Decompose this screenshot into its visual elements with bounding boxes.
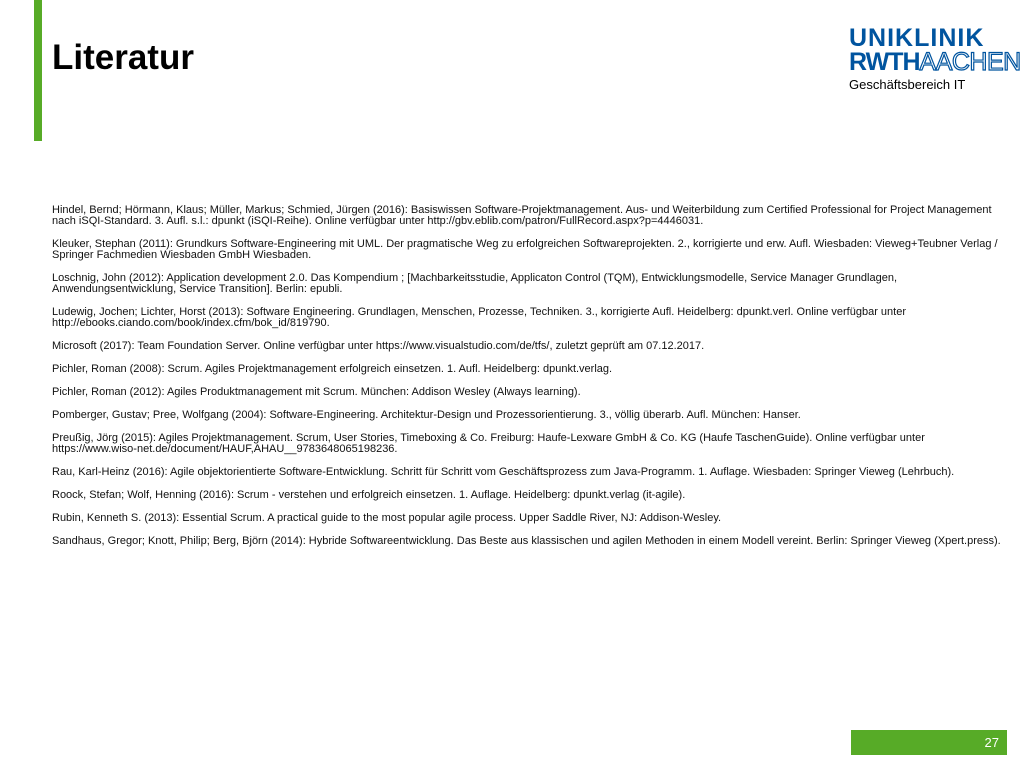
reference-item: Pichler, Roman (2012): Agiles Produktmanagement mit Scrum. München: Addison Wesley (Always learning). [52,386,581,398]
page-number-box [851,730,1007,755]
logo-line-rwth-aachen [849,50,1021,78]
logo-rwth-text: RWTH [849,48,920,76]
reference-item: Rau, Karl-Heinz (2016): Agile objektorientierte Software-Entwicklung. Schritt für Schritt vom Geschäftsprozess zum Java-Programm. 1. Auflage. Wiesbaden: Springer Vieweg (Lehrbuch). [52,466,955,478]
logo-subline: Geschäftsbereich IT [849,77,966,92]
reference-item: Rubin, Kenneth S. (2013): Essential Scrum. A practical guide to the most popular agile process. Upper Saddle River, NJ: Addison-Wesley. [52,512,722,524]
slide-title: Literatur [52,38,194,77]
reference-item: Hindel, Bernd; Hörmann, Klaus; Müller, Markus; Schmied, Jürgen (2016): Basiswissen Software-Projektmanagement. Aus- und Weiterbildung zum Certified Professional for Project Management nach iSQI-Standard. 3. Aufl. s.l.: dpunkt (iSQI-Reihe). Online verfügbar unter http://gbv.eblib.com/patron/FullRecord.aspx?p=4446031. [52,204,992,227]
reference-item: Loschnig, John (2012): Application development 2.0. Das Kompendium ; [Machbarkeitsstudie, Applicaton Control (TQM), Entwicklungsmodelle, Service Manager Grundlagen, Anwendungsentwicklung, Service Transition]. Berlin: epubli. [52,272,897,295]
reference-item: Kleuker, Stephan (2011): Grundkurs Software-Engineering mit UML. Der pragmatische Weg zu erfolgreichen Softwareprojekten. 2., korrigierte und erw. Aufl. Wiesbaden: Vieweg+Teubner Verlag / Springer Fachmedien Wiesbaden GmbH Wiesbaden. [52,238,998,261]
accent-bar [34,0,42,141]
reference-item: Roock, Stefan; Wolf, Henning (2016): Scrum - verstehen und erfolgreich einsetzen. 1. Auflage. Heidelberg: dpunkt.verlag (it-agile). [52,489,686,501]
reference-item: Preußig, Jörg (2015): Agiles Projektmanagement. Scrum, User Stories, Timeboxing & Co. Freiburg: Haufe-Lexware GmbH & Co. KG (Haufe TaschenGuide). Online verfügbar unter https://www.wiso-net.de/document/HAUF,AHAU__9783648065198236. [52,432,925,455]
page-number: 27 [984,735,999,750]
reference-item: Microsoft (2017): Team Foundation Server. Online verfügbar unter https://www.visualstudio.com/de/tfs/, zuletzt geprüft am 07.12.2017. [52,340,705,352]
logo-line-uniklinik: UNIKLINIK [849,24,985,52]
reference-item: Ludewig, Jochen; Lichter, Horst (2013): Software Engineering. Grundlagen, Menschen, Prozesse, Techniken. 3., korrigierte Aufl. Heidelberg: dpunkt.verl. Online verfügbar unter http://ebooks.ciando.com/book/index.cfm/bok_id/819790. [52,306,906,329]
logo-aachen-text: AACHEN [919,48,1021,76]
reference-list [52,205,1002,559]
reference-item: Pomberger, Gustav; Pree, Wolfgang (2004): Software-Engineering. Architektur-Design und Prozessorientierung. 3., völlig überarb. Aufl. München: Hanser. [52,409,801,421]
reference-item: Pichler, Roman (2008): Scrum. Agiles Projektmanagement erfolgreich einsetzen. 1. Aufl. Heidelberg: dpunkt.verlag. [52,363,613,375]
uniklinik-rwth-logo [849,24,1021,96]
reference-item: Sandhaus, Gregor; Knott, Philip; Berg, Björn (2014): Hybride Softwareentwicklung. Das Beste aus klassischen und agilen Methoden in einem Modell vereint. Berlin: Springer Vieweg (Xpert.press). [52,535,1001,547]
